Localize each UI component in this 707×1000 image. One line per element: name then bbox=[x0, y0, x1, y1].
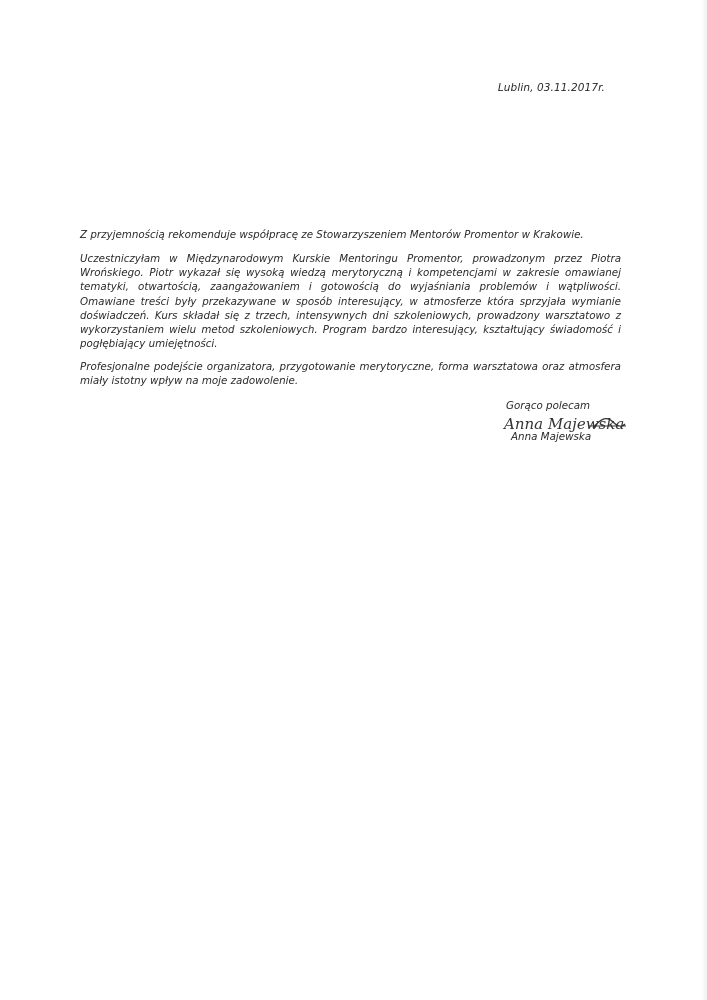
letter-date: Lublin, 03.11.2017r. bbox=[497, 82, 605, 94]
page-edge-shadow bbox=[701, 0, 707, 1000]
intro-paragraph: Z przyjemnością rekomenduje współpracę ze Stowarzyszeniem Mentorów Promentor w Krakowie. bbox=[80, 229, 584, 241]
signature-text: Anna Majewska bbox=[504, 415, 625, 433]
regards-line: Gorąco polecam bbox=[506, 400, 591, 412]
signature-block bbox=[503, 400, 643, 450]
signer-name: Anna Majewska bbox=[511, 431, 592, 443]
body-paragraph: Uczestniczyłam w Międzynarodowym Kurskie Mentoringu Promentor, prowadzonym przez Piotra Wrońskiego. Piotr wykazał się wysoką wiedzą merytoryczną i kompetencjami w zakresie omawianej tematyki, otwartością, zaangażowaniem i gotowością do wyjaśniania problemów i wątpliwości. Omawiane treści były przekazywane w sposób interesujący, w atmosferze która sprzyjała wymianie doświadczeń. Kurs składał się z trzech, intensywnych dni szkoleniowych, prowadzony warsztatowo z wykorzystaniem wielu metod szkoleniowych. Program bardzo interesujący, kształtujący świadomość i pogłębiający umiejętności. bbox=[80, 253, 621, 351]
closing-paragraph: Profesjonalne podejście organizatora, przygotowanie merytoryczne, forma warsztatowa oraz atmosfera miały istotny wpływ na moje zadowolenie. bbox=[80, 361, 621, 388]
